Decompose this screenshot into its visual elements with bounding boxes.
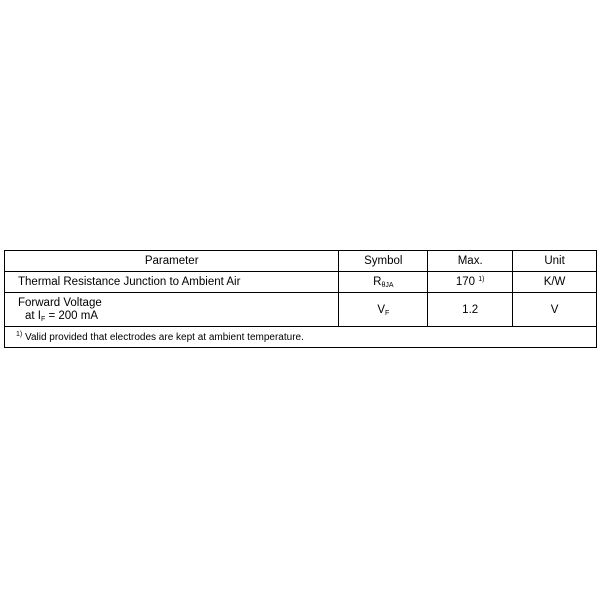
symbol-base: R — [373, 276, 382, 288]
max-cell — [428, 272, 513, 293]
condition-subscript: F — [40, 315, 46, 323]
parameter-line-2 — [18, 310, 338, 323]
unit-value: V — [550, 303, 559, 316]
symbol-cell — [339, 293, 428, 327]
max-cell — [428, 293, 513, 327]
table-row — [5, 272, 597, 293]
parameter-cell — [5, 293, 339, 327]
symbol-subscript: F — [385, 309, 390, 317]
header-max: Max. — [428, 251, 513, 272]
footnote-reference: 1) — [478, 276, 485, 283]
unit-cell — [513, 272, 597, 293]
footnote-text: Valid provided that electrodes are kept at ambient temperature. — [22, 331, 304, 343]
footnote-cell — [5, 327, 597, 348]
max-value: 1.2 — [462, 303, 479, 316]
header-unit: Unit — [513, 251, 597, 272]
table-row — [5, 293, 597, 327]
symbol-cell — [339, 272, 428, 293]
symbol-subscript: θJA — [381, 282, 394, 289]
specifications-table — [4, 250, 597, 348]
condition-suffix: = 200 mA — [45, 309, 99, 322]
parameter-cell — [5, 272, 339, 293]
header-parameter: Parameter — [5, 251, 339, 272]
header-symbol: Symbol — [339, 251, 428, 272]
unit-cell — [513, 293, 597, 327]
max-value: 170 — [455, 276, 476, 288]
condition-prefix: at I — [25, 309, 41, 322]
unit-value: K/W — [543, 276, 566, 288]
footnote-row — [5, 327, 597, 348]
table-header-row — [5, 251, 597, 272]
footnote-marker: 1) — [16, 330, 23, 338]
parameter-text: Thermal Resistance Junction to Ambient Air — [18, 276, 241, 288]
parameter-line-1: Forward Voltage — [18, 296, 102, 309]
symbol-base: V — [377, 303, 385, 316]
